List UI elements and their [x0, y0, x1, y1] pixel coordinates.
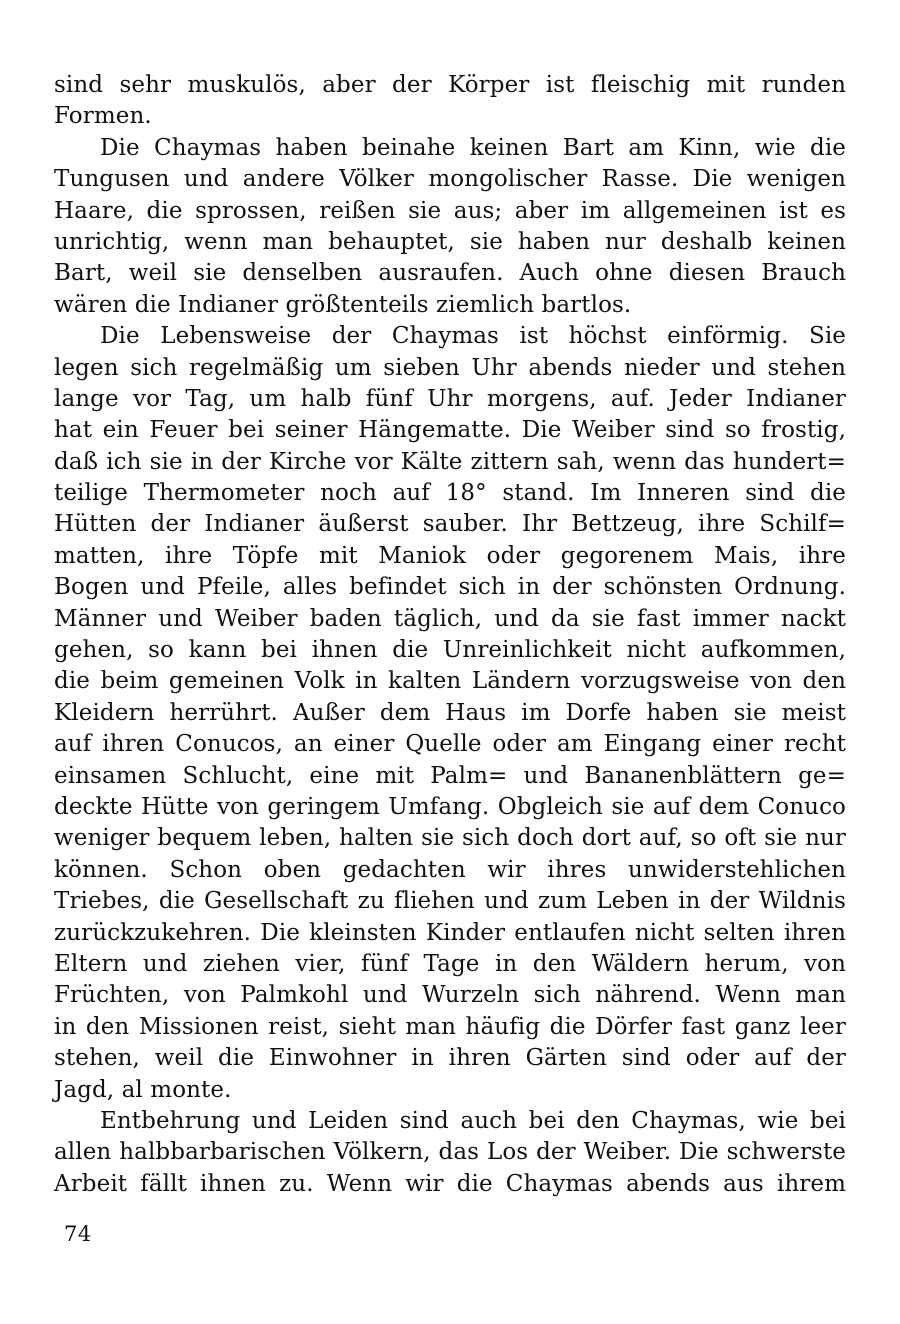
text-line: unrichtig, wenn man behauptet, sie haben nur deshalb keinen	[54, 228, 846, 255]
text-line: hat ein Feuer bei seiner Hängematte. Die Weiber sind so frostig,	[54, 417, 846, 444]
text-line: allen halbbarbarischen Völkern, das Los der Weiber. Die schwerste	[54, 1139, 846, 1166]
page-number: 74	[64, 1222, 92, 1246]
paragraph	[54, 1106, 846, 1200]
text-line: einsamen Schlucht, eine mit Palm= und Bananenblättern ge=	[54, 762, 846, 789]
text-line: wären die Indianer größtenteils ziemlich bartlos.	[54, 291, 632, 318]
text-line: Männer und Weiber baden täglich, und da sie fast immer nackt	[54, 605, 846, 632]
text-line: Früchten, von Palmkohl und Wurzeln sich nährend. Wenn man	[54, 982, 846, 1009]
text-line: Bogen und Pfeile, alles befindet sich in der schönsten Ordnung.	[54, 574, 846, 601]
text-line: lange vor Tag, um halb fünf Uhr morgens, auf. Jeder Indianer	[54, 385, 846, 412]
text-line: zurückzukehren. Die kleinsten Kinder entlaufen nicht selten ihren	[54, 919, 846, 946]
text-line: legen sich regelmäßig um sieben Uhr abends nieder und stehen	[54, 354, 846, 381]
text-line: Entbehrung und Leiden sind auch bei den Chaymas, wie bei	[100, 1107, 846, 1134]
text-line: Die Lebensweise der Chaymas ist höchst einförmig. Sie	[100, 323, 846, 350]
text-line: stehen, weil die Einwohner in ihren Gärten sind oder auf der	[54, 1045, 846, 1072]
paragraph	[54, 70, 846, 133]
text-line: Hütten der Indianer äußerst sauber. Ihr Bettzeug, ihre Schilf=	[54, 511, 846, 538]
text-line: daß ich sie in der Kirche vor Kälte zittern sah, wenn das hundert=	[54, 448, 846, 475]
paragraph	[54, 133, 846, 321]
text-line: matten, ihre Töpfe mit Maniok oder gegorenem Mais, ihre	[54, 542, 846, 569]
page-body	[54, 70, 846, 1200]
text-line: auf ihren Conucos, an einer Quelle oder am Eingang einer recht	[54, 731, 846, 758]
text-line: Triebes, die Gesellschaft zu fliehen und zum Leben in der Wildnis	[54, 888, 846, 915]
text-line: weniger bequem leben, halten sie sich doch dort auf, so oft sie nur	[54, 825, 846, 852]
text-line: teilige Thermometer noch auf 18° stand. Im Inneren sind die	[54, 480, 846, 507]
text-line: Jagd, al monte.	[54, 1076, 232, 1103]
text-line: die beim gemeinen Volk in kalten Ländern vorzugsweise von den	[54, 668, 846, 695]
text-line: Haare, die sprossen, reißen sie aus; aber im allgemeinen ist es	[54, 197, 846, 224]
text-line: Formen.	[54, 103, 152, 130]
text-line: sind sehr muskulös, aber der Körper ist fleischig mit runden	[54, 72, 846, 98]
text-line: Arbeit fällt ihnen zu. Wenn wir die Chaymas abends aus ihrem	[54, 1170, 846, 1197]
text-line: können. Schon oben gedachten wir ihres unwiderstehlichen	[54, 856, 846, 883]
text-line: Eltern und ziehen vier, fünf Tage in den Wäldern herum, von	[54, 950, 846, 977]
text-line: in den Missionen reist, sieht man häufig die Dörfer fast ganz leer	[54, 1013, 846, 1040]
text-line: Kleidern herrührt. Außer dem Haus im Dorfe haben sie meist	[54, 699, 846, 726]
text-line: Tungusen und andere Völker mongolischer Rasse. Die wenigen	[54, 166, 846, 193]
text-line: Die Chaymas haben beinahe keinen Bart am Kinn, wie die	[100, 134, 846, 161]
text-line: gehen, so kann bei ihnen die Unreinlichkeit nicht aufkommen,	[54, 637, 846, 664]
paragraph	[54, 321, 846, 1106]
text-line: deckte Hütte von geringem Umfang. Obgleich sie auf dem Conuco	[54, 793, 846, 820]
text-line: Bart, weil sie denselben ausraufen. Auch ohne diesen Brauch	[54, 260, 846, 287]
